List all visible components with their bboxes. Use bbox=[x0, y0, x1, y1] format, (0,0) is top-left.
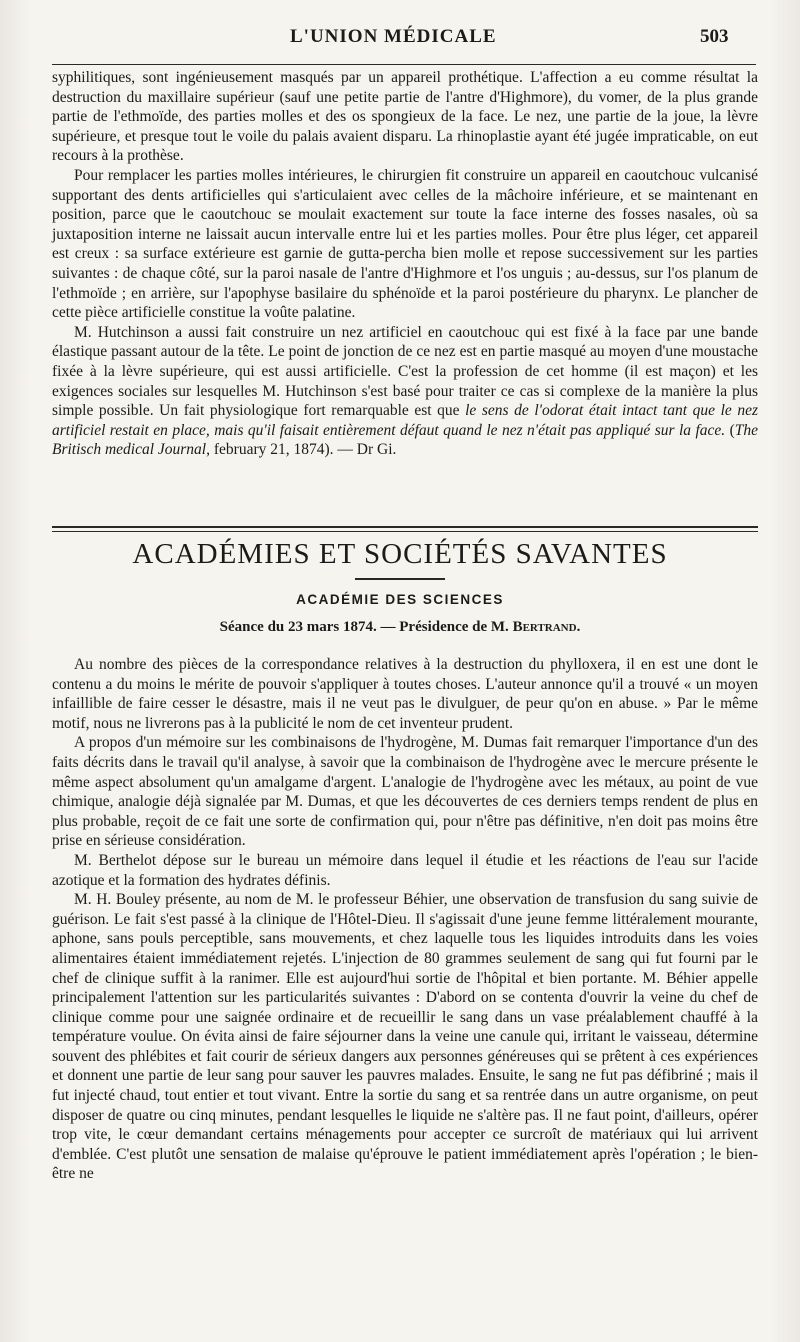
paragraph-3-start: M. Hutchinson a aussi fait construire un nez artificiel en caoutchouc qui est fixé à la face par une bande élastique passant autour de la tête. Le point de jonction de ce nez est en partie masqué au moyen d'une moustache fixée à la lèvre supérieure, qui est aussi artificielle. C'est la profession de cet homme (il est maçon) et les exigences sociales sur lesquelles M. Hutchinson s'est basé pour traiter ce cas si complexe de la manière la plus simple possible. Un fait physiologique fort remarquable est que bbox=[52, 323, 758, 420]
section-divider-thin bbox=[52, 531, 758, 532]
section-divider-thick bbox=[52, 526, 758, 528]
paragraph-3-italic: le sens de l'odorat était intact tant que le nez artificiel restait en place, mais qu'il faisait entièrement défaut quand le nez n'était pas appliqué sur la face. bbox=[52, 402, 758, 439]
title-underline bbox=[355, 578, 445, 580]
seance-line bbox=[0, 619, 800, 636]
article-paragraph-2: Pour remplacer les parties molles intérieures, le chirurgien fit construire un appareil en caoutchouc vulcanisé supportant des dents artificielles qui s'articulaient avec celles de la mâchoire inférieure, et se maintenant en position, parce que le caoutchouc se moulait exactement sur toute la face interne des fosses nasales, où sa juxtaposition interne ne laissait aucun intervalle entre lui et les parties molles. Pour être plus léger, cet appareil est creux : sa surface extérieure est garnie de gutta-percha bien molle et repose successivement sur les parties suivantes : de chaque côté, sur la paroi nasale de l'antre d'Highmore et l'os unguis ; au-dessus, sur l'os planum de l'ethmoïde ; en arrière, sur l'apophyse basilaire du sphénoïde et la paroi postérieure du pharynx. Le plancher de cette pièce artificielle constitue la voûte palatine. bbox=[52, 166, 758, 322]
article-paragraph-1: syphilitiques, sont ingénieusement masqués par un appareil prothétique. L'affection a eu comme résultat la destruction du maxillaire supérieur (sauf une petite partie de l'antre d'Highmore), du vomer, de la plus grande partie de l'ethmoïde, des parties molles et des os spongieux de la face. Le nez, une partie de la joue, la lèvre supérieure, et presque tout le voile du palais avaient disparu. La rhinoplastie ayant été jugée impraticable, on eut recours à la prothèse. bbox=[52, 69, 758, 165]
journal-source: The Britisch medical Journal, bbox=[52, 421, 758, 459]
article-paragraph-3 bbox=[52, 323, 758, 460]
header-rule bbox=[52, 64, 756, 65]
journal-title: L'UNION MÉDICALE bbox=[290, 26, 497, 47]
report-paragraph-2: A propos d'un mémoire sur les combinaisons de l'hydrogène, M. Dumas fait remarquer l'importance d'un des faits décrits dans le travail qu'il analyse, à savoir que la combinaison de l'hydrogène avec le mercure présente le même aspect absolument qu'un amalgame d'argent. L'analogie de l'hydrogène avec les métaux, au point de vue chimique, analogie déjà signalée par M. Dumas, et que les découvertes de ces derniers temps rendent de plus en plus probable, reçoit de ce fait une sorte de confirmation qui, pour n'être pas définitive, n'en doit pas moins être prise en sérieuse considération. bbox=[52, 734, 758, 850]
page-header bbox=[0, 22, 800, 58]
seance-text: Séance du 23 mars 1874. — Présidence de M. bbox=[219, 619, 513, 635]
page-number: 503 bbox=[700, 26, 729, 47]
report-paragraph-3: M. Berthelot dépose sur le bureau un mémoire dans lequel il étudie et les réactions de l'eau sur l'acide azotique et la formation des hydrates définis. bbox=[52, 851, 758, 889]
paragraph-3-open: ( bbox=[725, 421, 735, 439]
top-article bbox=[52, 68, 758, 460]
subsection-title: ACADÉMIE DES SCIENCES bbox=[296, 592, 504, 607]
report-paragraph-4: M. H. Bouley présente, au nom de M. le professeur Béhier, une observation de transfusion du sang suivie de guérison. Le fait s'est passé à la clinique de l'Hôtel-Dieu. Il s'agissait d'une jeune femme littéralement mourante, aphone, sans pouls perceptible, sans mouvements, et chez laquelle tous les liquides introduits dans les voies alimentaires étaient immédiatement rejetés. L'injection de 80 grammes seulement de sang qui fut fourni par le chef de clinique suffit à la ranimer. Elle est aujourd'hui sortie de l'hôpital et bien portante. M. Béhier appelle principalement l'attention sur les particularités suivantes : D'abord on se contenta d'ouvrir la veine du chef de clinique comme pour une saignée ordinaire et de recueillir le sang dans un vase préalablement chauffé à la température voulue. On évita ainsi de faire séjourner dans la veine une canule qui, irritant le vaisseau, détermine souvent des phlébites et fait courir de sérieux dangers aux personnes généreuses qui se prêtent à ces expériences et donnent une partie de leur sang pour sauver les pauvres malades. Ensuite, le sang ne fut pas défibriné ; mais il fut injecté chaud, tout entier et tout vivant. Entre la sortie du sang et sa rentrée dans un autre organisme, on peut disposer de quatre ou cinq minutes, pendant lesquelles le liquide ne s'altère pas. Il ne faut point, d'ailleurs, opérer trop vite, le cœur demandant certains ménagements pour accepter ce surcroît de matériaux qui lui arrivent d'emblée. C'est plutôt une sensation de malaise qu'éprouve le patient immédiatement après l'opération ; le bien-être ne bbox=[52, 891, 758, 1183]
president-name: Bertrand. bbox=[512, 619, 581, 635]
paragraph-3-end: february 21, 1874). — Dr Gi. bbox=[210, 441, 397, 459]
academy-report bbox=[52, 655, 758, 1184]
section-title: ACADÉMIES ET SOCIÉTÉS SAVANTES bbox=[132, 538, 668, 570]
report-paragraph-1: Au nombre des pièces de la correspondance relatives à la destruction du phylloxera, il en est une dont le contenu a du moins le mérite de pouvoir s'appliquer à toutes choses. L'auteur annonce qu'il a trouvé « un moyen infaillible de faire cesser le désastre, mais il ne veut pas le divulguer, de peur qu'on en abuse. » Par le même motif, nous ne livrerons pas à la publicité le nom de cet inventeur prudent. bbox=[52, 656, 758, 732]
